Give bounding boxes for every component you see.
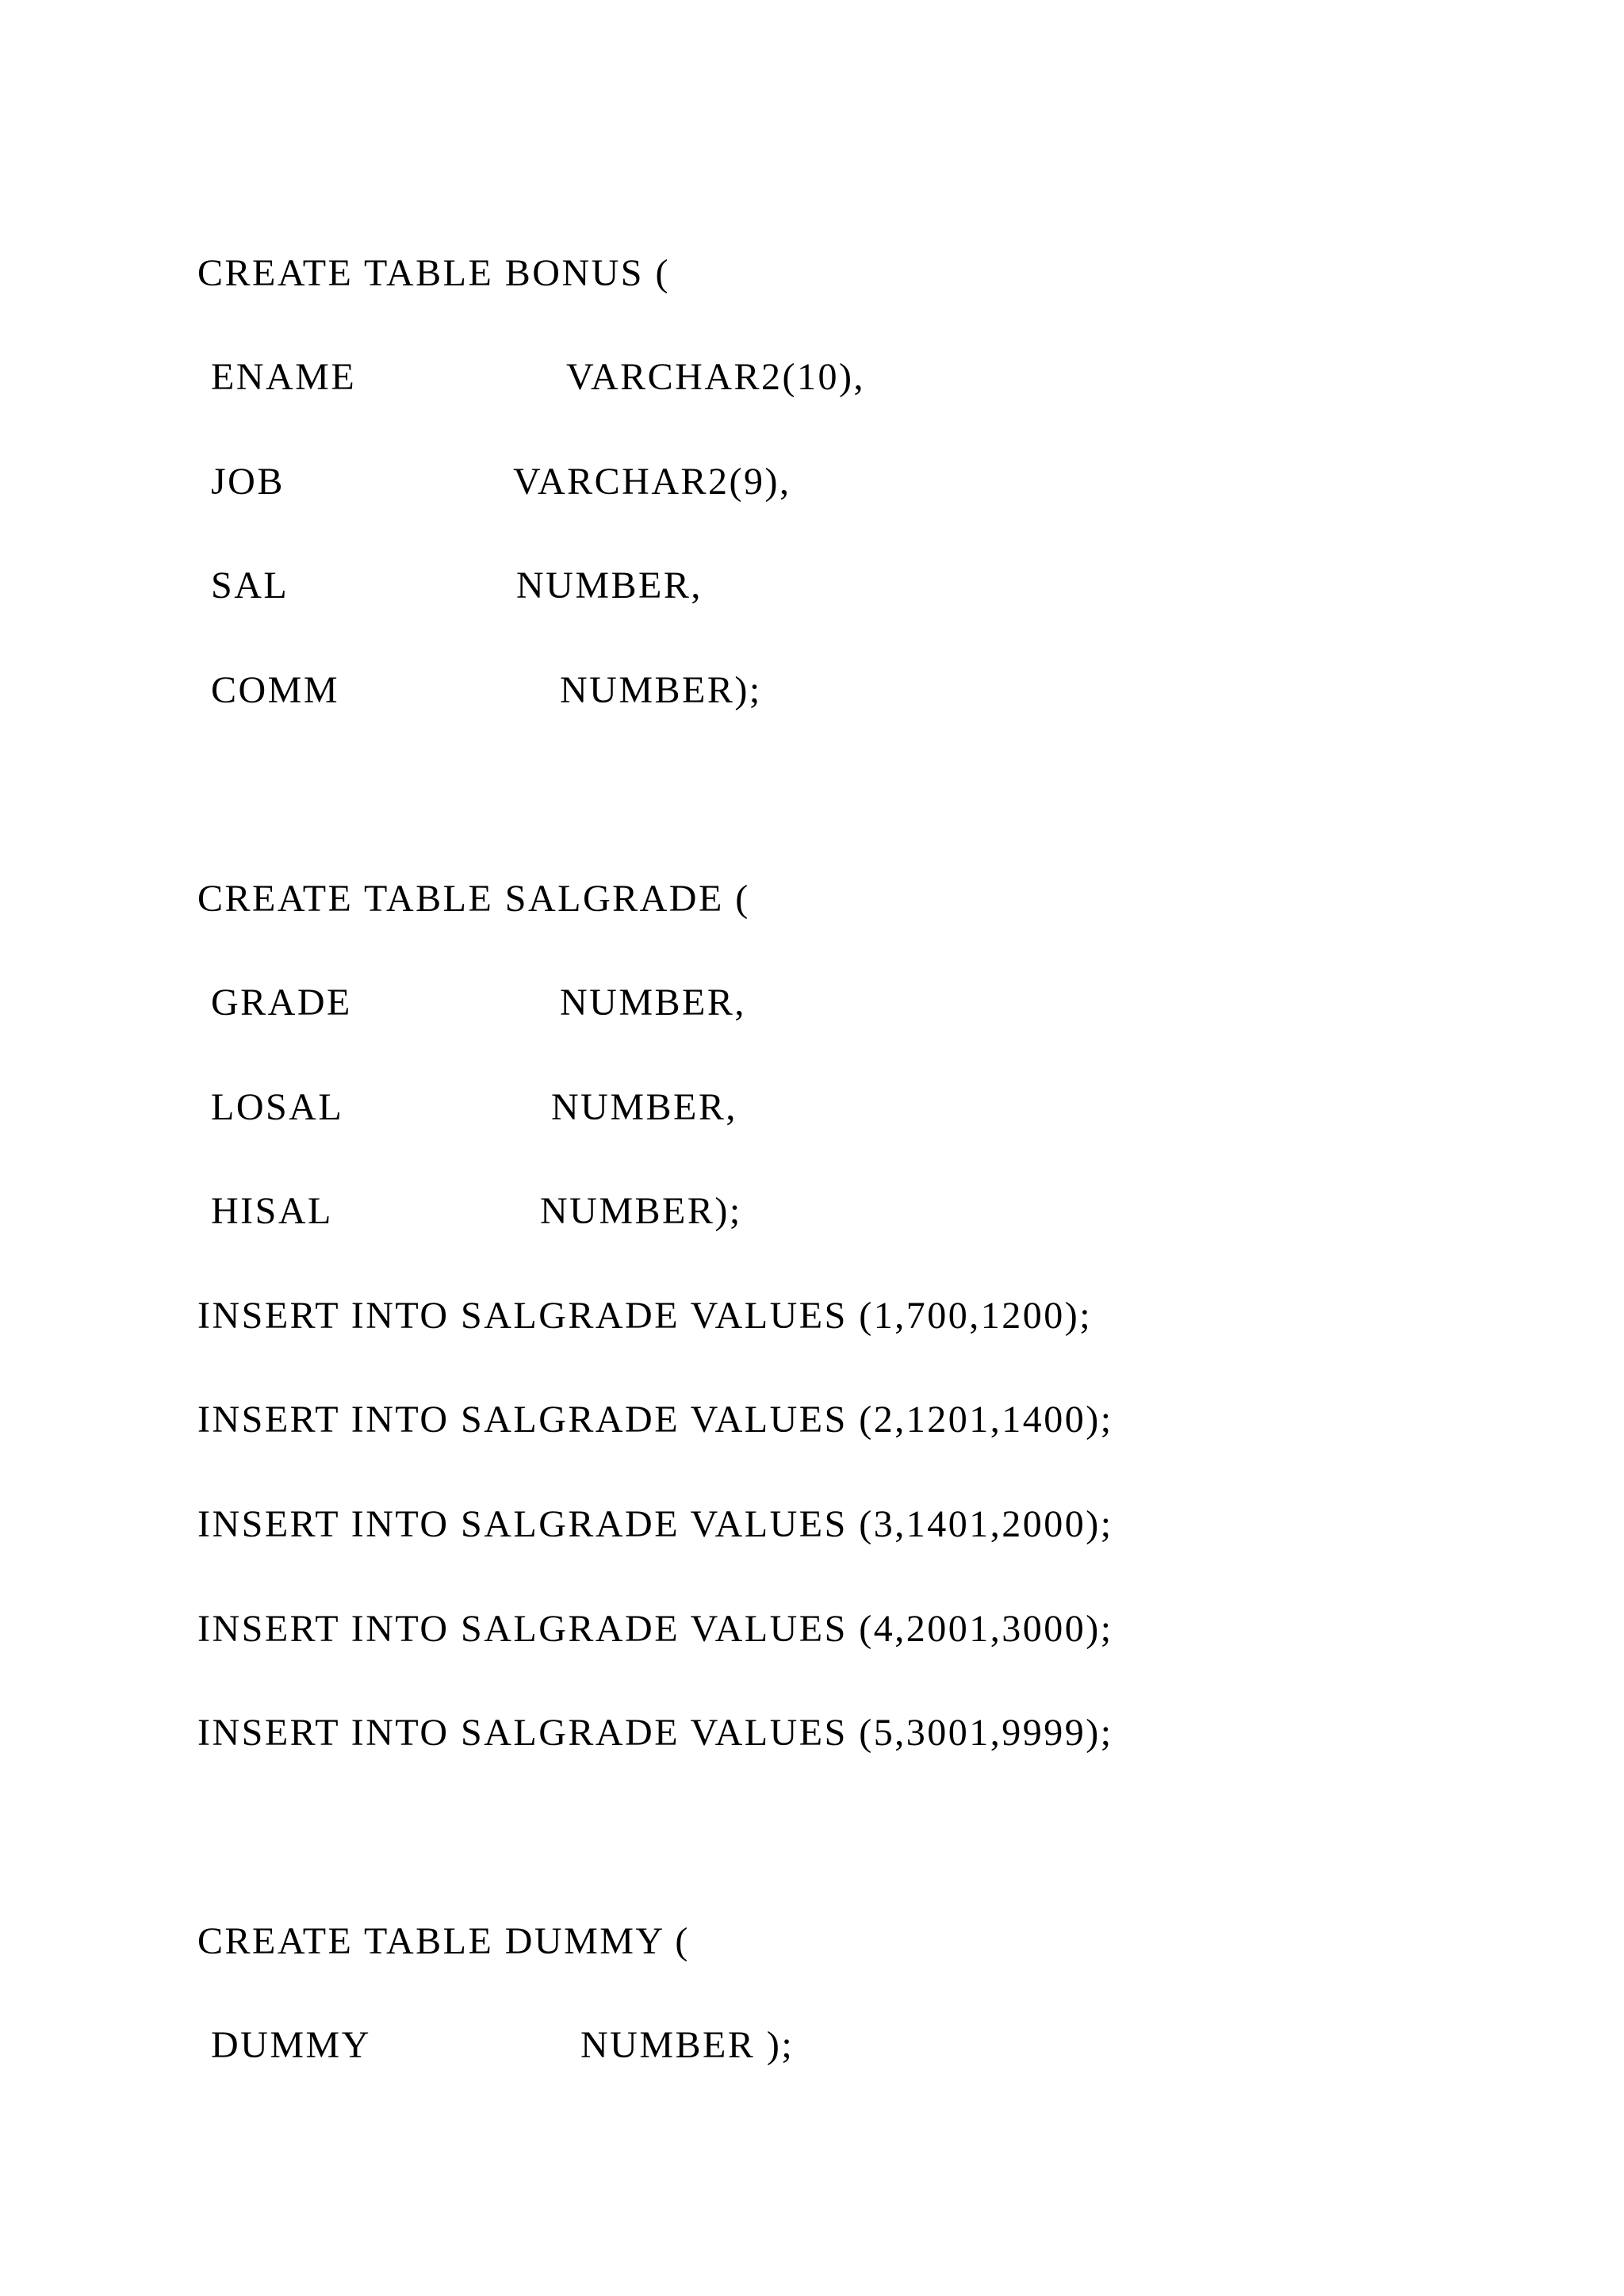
insert-statement: INSERT INTO SALGRADE VALUES (1,700,1200); bbox=[197, 1295, 1093, 1337]
dummy-column-type: NUMBER ); bbox=[580, 2024, 795, 2066]
insert-statement: INSERT INTO SALGRADE VALUES (5,3001,9999); bbox=[197, 1712, 1113, 1754]
bonus-column-name: SAL bbox=[211, 564, 289, 607]
bonus-column-name: ENAME bbox=[211, 356, 357, 398]
salgrade-column-name: HISAL bbox=[211, 1190, 333, 1232]
create-table-bonus: CREATE TABLE BONUS ( bbox=[197, 252, 670, 294]
bonus-column-type: VARCHAR2(9), bbox=[513, 461, 791, 503]
insert-statement: INSERT INTO SALGRADE VALUES (4,2001,3000); bbox=[197, 1608, 1113, 1650]
bonus-column-type: NUMBER, bbox=[516, 564, 703, 607]
dummy-column-name: DUMMY bbox=[211, 2024, 371, 2066]
bonus-column-name: COMM bbox=[211, 669, 340, 711]
insert-statement: INSERT INTO SALGRADE VALUES (3,1401,2000); bbox=[197, 1503, 1113, 1545]
bonus-column-type: NUMBER); bbox=[560, 669, 762, 711]
insert-statement: INSERT INTO SALGRADE VALUES (2,1201,1400); bbox=[197, 1399, 1113, 1441]
create-table-dummy: CREATE TABLE DUMMY ( bbox=[197, 1920, 690, 1962]
bonus-column-name: JOB bbox=[211, 461, 285, 503]
salgrade-column-type: NUMBER, bbox=[560, 982, 746, 1024]
salgrade-column-name: LOSAL bbox=[211, 1086, 344, 1128]
salgrade-column-type: NUMBER); bbox=[540, 1190, 742, 1232]
bonus-column-type: VARCHAR2(10), bbox=[566, 356, 865, 398]
salgrade-column-name: GRADE bbox=[211, 982, 352, 1024]
salgrade-column-type: NUMBER, bbox=[551, 1086, 737, 1128]
create-table-salgrade: CREATE TABLE SALGRADE ( bbox=[197, 878, 750, 920]
